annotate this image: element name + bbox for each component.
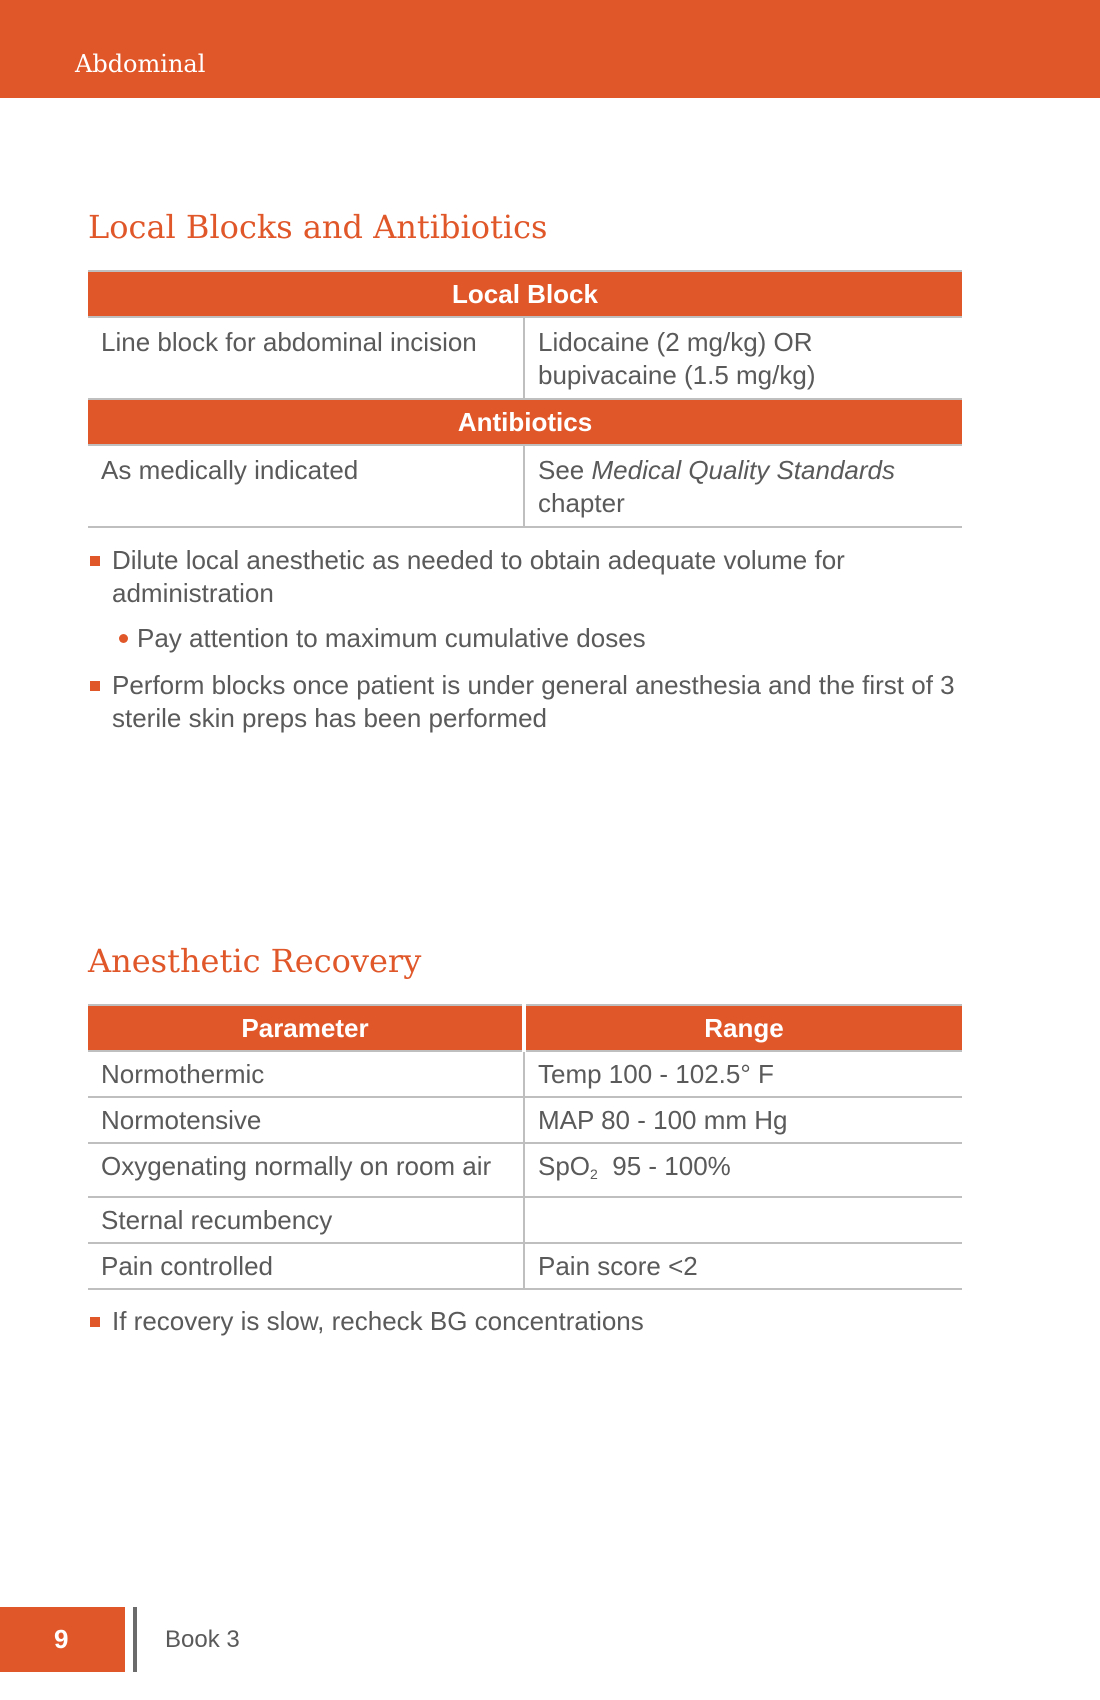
recovery-table — [88, 1004, 962, 1290]
table-row — [88, 1197, 962, 1243]
parameter-cell: Pain controlled — [88, 1243, 524, 1289]
local-block-site: Line block for abdominal incision — [88, 317, 524, 399]
parameter-cell: Oxygenating normally on room air — [88, 1143, 524, 1197]
table-row — [88, 1143, 962, 1197]
sub-list-item — [112, 622, 968, 655]
table-row — [88, 445, 962, 527]
antibiotics-reference-chapter: Medical Quality Standards — [591, 455, 895, 485]
parameter-cell: Normotensive — [88, 1097, 524, 1143]
antibiotics-reference — [524, 445, 962, 527]
footer-divider — [133, 1607, 137, 1672]
section-title-anesthetic-recovery: Anesthetic Recovery — [88, 942, 422, 980]
recovery-notes — [88, 1305, 968, 1352]
local-block-heading: Local Block — [88, 271, 962, 317]
local-blocks-table — [88, 270, 962, 528]
local-blocks-notes — [88, 544, 968, 749]
antibiotics-indication: As medically indicated — [88, 445, 524, 527]
local-block-drug: Lidocaine (2 mg/kg) OR bupivacaine (1.5 mg/kg) — [524, 317, 962, 399]
page-header — [0, 0, 1100, 98]
range-spo2-value: 95 - 100% — [597, 1151, 731, 1181]
range-cell: Temp 100 - 102.5° F — [524, 1051, 962, 1097]
header-section-title: Abdominal — [75, 50, 206, 78]
parameter-cell: Normothermic — [88, 1051, 524, 1097]
book-label: Book 3 — [165, 1626, 240, 1653]
antibiotics-reference-prefix: See — [538, 455, 592, 485]
range-spo2-subscript: 2 — [590, 1166, 598, 1182]
list-item — [88, 1305, 968, 1338]
table-row — [88, 1097, 962, 1143]
page-number: 9 — [0, 1607, 125, 1672]
range-cell: MAP 80 - 100 mm Hg — [524, 1097, 962, 1143]
note-dilute: Dilute local anesthetic as needed to obtain adequate volume for administration — [112, 545, 845, 608]
section-title-local-blocks: Local Blocks and Antibiotics — [88, 208, 548, 246]
range-spo2-label: SpO — [538, 1151, 591, 1181]
note-perform-blocks: Perform blocks once patient is under general anesthesia and the first of 3 sterile skin preps has been performed — [112, 670, 955, 733]
antibiotics-heading: Antibiotics — [88, 399, 962, 445]
column-header-range: Range — [524, 1005, 962, 1051]
square-bullet-icon — [90, 681, 100, 691]
column-header-parameter: Parameter — [88, 1005, 524, 1051]
note-cumulative-doses: Pay attention to maximum cumulative doses — [137, 623, 646, 653]
table-row — [88, 317, 962, 399]
square-bullet-icon — [90, 556, 100, 566]
antibiotics-heading-row — [88, 399, 962, 445]
note-recheck-bg: If recovery is slow, recheck BG concentrations — [112, 1306, 644, 1336]
square-bullet-icon — [90, 1317, 100, 1327]
antibiotics-reference-suffix: chapter — [538, 488, 625, 518]
table-row — [88, 1243, 962, 1289]
parameter-cell: Sternal recumbency — [88, 1197, 524, 1243]
local-block-heading-row — [88, 271, 962, 317]
list-item — [88, 669, 968, 735]
range-cell: Pain score <2 — [524, 1243, 962, 1289]
table-row — [88, 1051, 962, 1097]
list-item — [88, 544, 968, 655]
range-cell — [524, 1143, 962, 1197]
dot-bullet-icon — [119, 634, 128, 643]
recovery-heading-row — [88, 1005, 962, 1051]
range-cell — [524, 1197, 962, 1243]
